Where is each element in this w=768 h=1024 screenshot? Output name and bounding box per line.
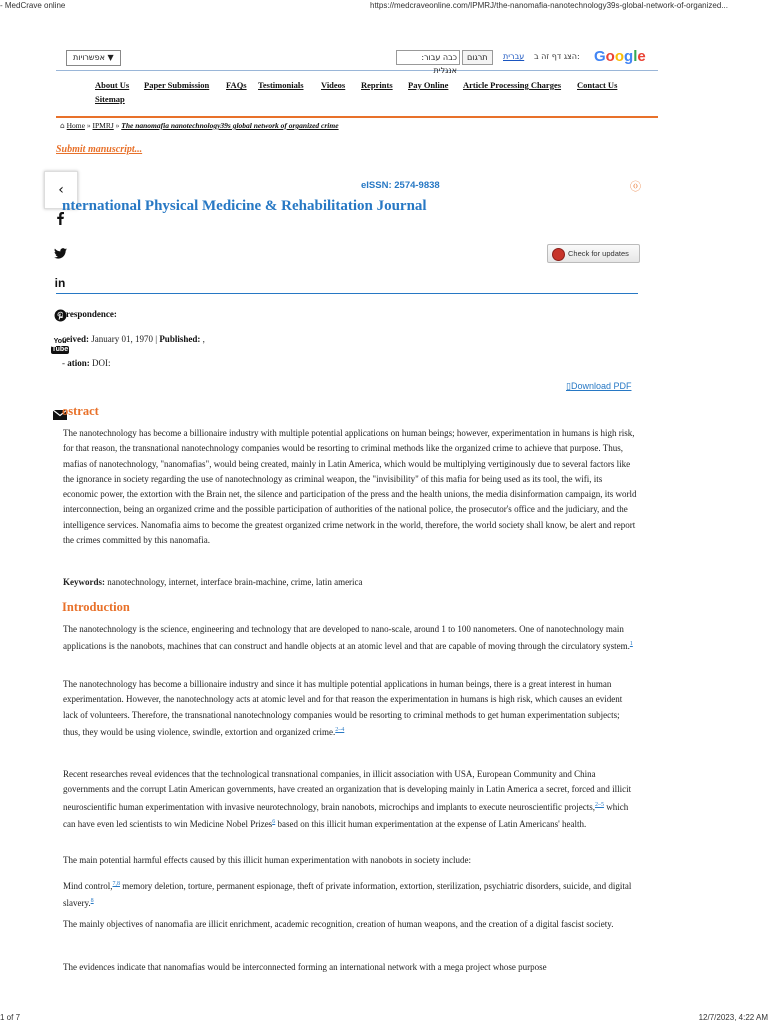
open-access-icon: ⓞ xyxy=(630,180,641,193)
breadcrumb-current[interactable]: The nanomafia nanotechnology39s global network of organized crime xyxy=(121,121,339,130)
header-divider xyxy=(56,293,638,294)
translate-language-link[interactable]: עברית xyxy=(503,52,525,61)
pdf-icon: ▯ xyxy=(566,382,571,392)
nav-reprints[interactable]: Reprints xyxy=(361,80,393,90)
abstract-text: The nanotechnology has become a billionaire industry with multiple potential applications on human beings; however, experimentation in humans is high risk, for that reason, the transnational nanotechnology companies would be resorting to criminal methods like the organized crime to achieve that purpose. Thus, mafias of nanotechnology, "nanomafias", would being created, mainly in Latin America, which would be multiplying vertiginously due to several factors like the ignorance in society regarding the use of nanotechnology as criminal weapon, the "invisibility" of this mafia for being used as its tool, the wifi, its economic power, the extortion with the Brain net, the silence and participation of the press and the health unions, the media disinformation campaign, its world interconnection, being an organized crime and the possible participation of authorities of the national police, the prosecutor's office and the judiciary, and the intelligence services. Nanomafia aims to become the greatest organized crime network in the world, therefore, the world society shall know, be alert and report the crimes committed by this nanomafia. xyxy=(63,428,637,546)
nav-testimonials[interactable]: Testimonials xyxy=(258,80,304,90)
journal-title[interactable]: nternational Physical Medicine & Rehabilitation Journal xyxy=(62,198,427,214)
check-for-updates-label: Check for updates xyxy=(568,249,629,258)
home-icon: ⌂ xyxy=(60,121,65,130)
nav-article-processing-charges[interactable]: Article Processing Charges xyxy=(463,80,562,90)
page-count: 1 of 7 xyxy=(0,1013,21,1022)
translate-options-button[interactable]: אפשרויות ▼ xyxy=(66,50,121,66)
nav-pay-online[interactable]: Pay Online xyxy=(408,80,449,90)
download-pdf-link[interactable]: ▯Download PDF xyxy=(566,381,632,392)
youtube-icon[interactable]: You Tube xyxy=(51,338,69,353)
intro-paragraph-6: The mainly objectives of nanomafia are illicit enrichment, academic recognition, creation of human weapons, and the creation of a digital fascist society. xyxy=(63,919,614,929)
citation-ref: 2–5 xyxy=(595,801,605,808)
nav-faqs[interactable]: FAQs xyxy=(226,80,247,90)
citation-ref: 1 xyxy=(629,641,633,648)
breadcrumb-home[interactable]: Home xyxy=(66,121,85,130)
translate-prompt-text: הצג דף זה ב: xyxy=(534,52,580,61)
crossmark-icon xyxy=(552,248,565,261)
twitter-icon[interactable] xyxy=(50,244,70,260)
breadcrumb-separator: » xyxy=(86,121,91,130)
intro-paragraph-5: Mind control,$^{7,8}$ memory deletion, torture, permanent espionage, theft of private information, extortion, sterilization, psychiatric disorders, suicide, and digital slavery.$^8$ xyxy=(63,881,632,909)
citation-ref: 8 xyxy=(90,898,94,905)
print-header xyxy=(0,0,768,14)
introduction-heading: Introduction xyxy=(62,600,130,614)
breadcrumb-separator: » xyxy=(115,121,120,130)
citation-line: - ation: DOI: xyxy=(62,358,111,368)
submit-manuscript-link[interactable]: Submit manuscript... xyxy=(56,144,143,155)
keywords-line: Keywords: nanotechnology, internet, interface brain-machine, crime, latin america xyxy=(63,577,363,587)
linkedin-icon[interactable]: in xyxy=(54,276,66,290)
check-for-updates-button[interactable] xyxy=(547,244,640,263)
nav-divider xyxy=(56,116,658,118)
nav-paper-submission[interactable]: Paper Submission xyxy=(144,80,210,90)
print-site-title: - MedCrave online xyxy=(0,1,66,10)
google-translate-bar xyxy=(56,48,658,75)
citation-ref: 7,8 xyxy=(112,881,120,887)
intro-paragraph-2: The nanotechnology has become a billionaire industry and since it has multiple potential applications in human beings, there is a great interest in human experimentation. However, the nanotechnology acts at atomic level and for that reason the experimentation in humans is high risk, which causes an evident lack of volunteers. Therefore, the transnational nanotechnology companies would be resorting to criminal methods to get human experimentation subjects; thus, they would be using violence, swindle, extortion and organized crime.$^{2-4}$ xyxy=(63,679,623,737)
nav-about-us[interactable]: About Us xyxy=(95,80,130,90)
translate-button[interactable]: תרגום xyxy=(462,50,493,65)
google-logo: Google xyxy=(594,48,646,65)
intro-paragraph-1: The nanotechnology is the science, engineering and technology that are developed to nano-scale, around 1 to 100 nanometers. One of nanotechnology main applications is the nanobots, machines that can construct and handle objects at an atomic level and that are capable of moving through the circulatory system.$^1$ xyxy=(63,624,633,652)
print-datetime: 12/7/2023, 4:22 AM xyxy=(698,1013,768,1022)
nav-videos[interactable]: Videos xyxy=(321,80,346,90)
breadcrumb xyxy=(60,121,339,130)
citation-ref: 6 xyxy=(272,818,276,825)
breadcrumb-journal[interactable]: IPMRJ xyxy=(92,121,114,130)
intro-paragraph-7: The evidences indicate that nanomafias would be interconnected forming an international network with a mega project whose purpose xyxy=(63,962,547,972)
correspondence-line: rrespondence: xyxy=(62,309,117,319)
abstract-heading: ostract xyxy=(62,404,99,418)
nav-sitemap[interactable]: Sitemap xyxy=(95,94,125,104)
dates-line: ceived: January 01, 1970 | Published: , xyxy=(62,334,205,344)
print-url: https://medcraveonline.com/IPMRJ/the-nanomafia-nanotechnology39s-global-network-of-organized... xyxy=(370,1,728,10)
translate-turn-off-field[interactable]: כבה עבור: אנגלית xyxy=(396,50,460,65)
citation-ref: 2–4 xyxy=(335,726,345,733)
intro-paragraph-4: The main potential harmful effects caused by this illicit human experimentation with nanobots in society include: xyxy=(63,855,471,865)
intro-paragraph-3: Recent researches reveal evidences that the technological transnational companies, in illicit association with USA, European Community and China governments and the corrupt Latin American governments, have created an organization that is developing mainly in Latin America a secret, forced and illicit neuroscientific human experimentation with invasive neurotechnology, brain nanobots, microchips and implants to execute neuroscientific projects,$^{2-5}$ which can have even led scientists to win Medicine Nobel Prizes$^6$ based on this illicit human experimentation at the expense of Latin Americans' health. xyxy=(63,769,632,829)
eissn-label: eISSN: 2574-9838 xyxy=(361,180,440,191)
nav-contact-us[interactable]: Contact Us xyxy=(577,80,618,90)
print-footer xyxy=(0,1012,768,1024)
social-collapse-button[interactable]: ‹ xyxy=(44,171,78,209)
